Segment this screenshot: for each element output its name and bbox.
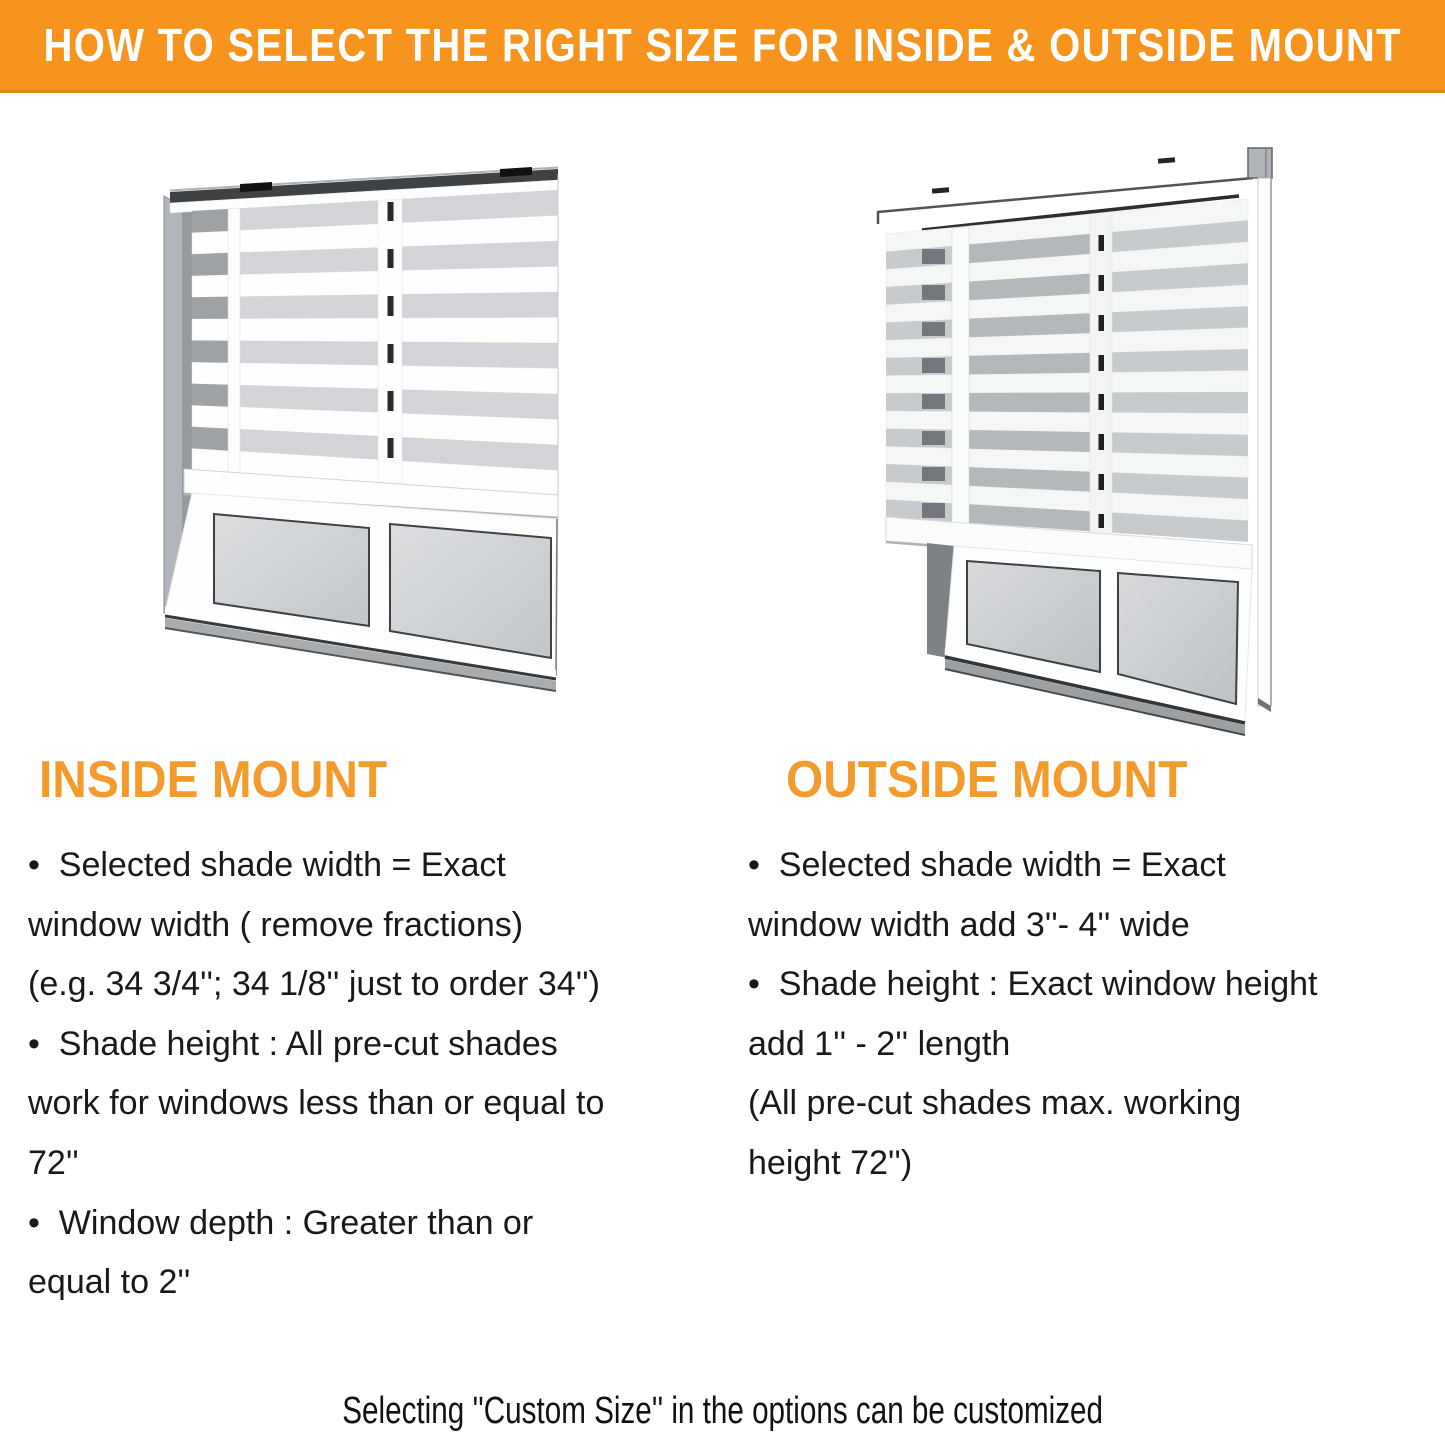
- zebra-shade-bands: [192, 174, 558, 496]
- header-banner: [0, 0, 1445, 93]
- guide-line: add 1'' - 2'' length: [748, 1024, 1011, 1063]
- end-bracket-icon: [1248, 148, 1272, 178]
- guide-line: • Selected shade width = Exact: [748, 846, 1226, 884]
- guide-line: work for windows less than or equal to: [28, 1084, 605, 1123]
- page-title: HOW TO SELECT THE RIGHT SIZE FOR INSIDE & OUTSIDE MOUNT: [43, 19, 1402, 71]
- outside-mount-instructions: [748, 836, 1445, 1194]
- outside-mount-heading: OUTSIDE MOUNT: [786, 751, 1188, 809]
- guide-line: (All pre-cut shades max. working: [748, 1084, 1242, 1123]
- guide-line: window width add 3''- 4'' wide: [748, 905, 1190, 944]
- guide-line: (e.g. 34 3/4''; 34 1/8'' just to order 34''): [28, 965, 600, 1004]
- guide-line: height 72''): [748, 1143, 913, 1182]
- guide-line: equal to 2'': [28, 1263, 191, 1302]
- guide-line: • Window depth : Greater than or: [28, 1203, 534, 1242]
- guide-line: • Selected shade width = Exact: [28, 846, 506, 884]
- outside-mount-illustration: [852, 128, 1292, 740]
- window-frame: [1258, 178, 1271, 712]
- guide-line: window width ( remove fractions): [28, 905, 524, 944]
- guide-line: 72'': [28, 1143, 79, 1182]
- custom-size-note-text: Selecting ''Custom Size'' in the options can be customized: [342, 1390, 1103, 1432]
- guide-line: • Shade height : All pre-cut shades: [28, 1024, 558, 1063]
- inside-mount-illustration: [150, 148, 670, 713]
- guide-line: • Shade height : Exact window height: [748, 965, 1318, 1004]
- screw-mark-icon: [1158, 157, 1175, 163]
- inside-mount-instructions: [28, 836, 738, 1313]
- zebra-shade-bands: [886, 199, 1248, 542]
- custom-size-note: [0, 1390, 1445, 1433]
- inside-mount-heading: INSIDE MOUNT: [39, 751, 388, 809]
- screw-mark-icon: [932, 187, 949, 193]
